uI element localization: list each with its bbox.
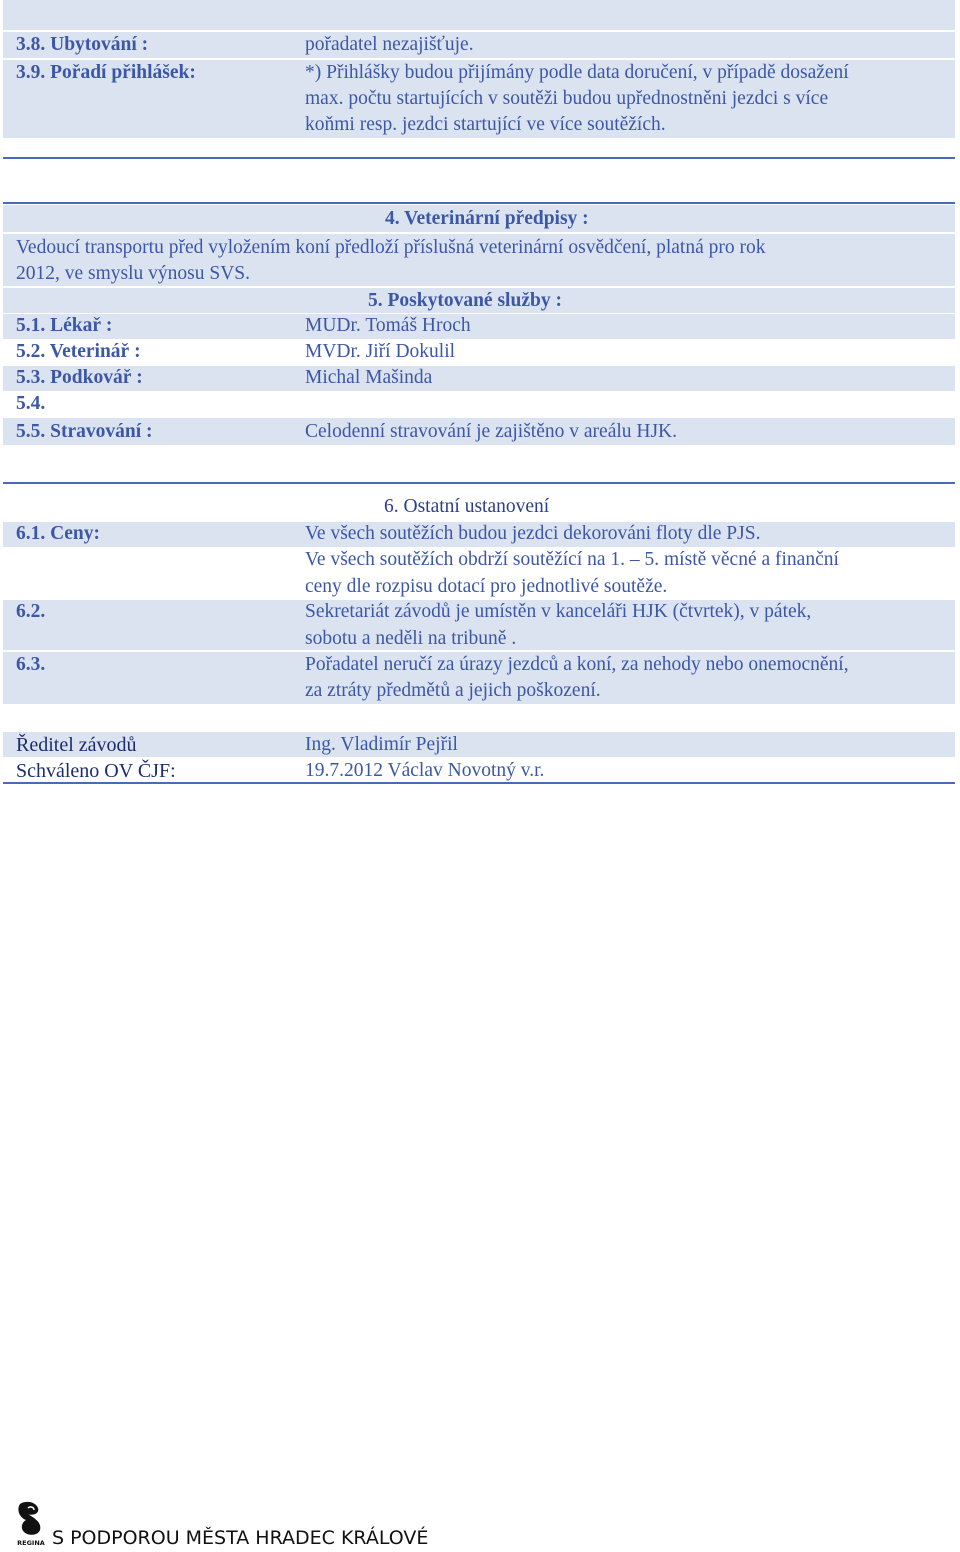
- row-5-1-value: MUDr. Tomáš Hroch: [305, 315, 471, 336]
- band-5-3: [3, 366, 955, 391]
- row-3-9-line-2: max. počtu startujících v soutěži budou upřednostněni jezdci s více: [305, 88, 829, 109]
- row-6-3-label: 6.3.: [16, 654, 46, 675]
- row-5-4-label: 5.4.: [16, 393, 46, 414]
- row-6-1-line-3: ceny dle rozpisu dotací pro jednotlivé soutěže.: [305, 576, 668, 597]
- band-director: [3, 732, 955, 757]
- section-4-line-1: Vedoucí transportu před vyložením koní předloží příslušná veterinární osvědčení, platná pro rok: [16, 237, 766, 258]
- row-6-3-line-1: Pořadatel neručí za úrazy jezdců a koní, za nehody nebo onemocnění,: [305, 654, 849, 675]
- row-5-5-value: Celodenní stravování je zajištěno v areálu HJK.: [305, 421, 678, 442]
- footer-support-text: S PODPOROU MĚSTA HRADEC KRÁLOVÉ: [52, 1527, 429, 1549]
- row-3-9-line-1: *) Přihlášky budou přijímány podle data doručení, v případě dosažení: [305, 62, 849, 83]
- director-name: Ing. Vladimír Pejřil: [305, 734, 458, 755]
- row-5-3-label: 5.3. Podkovář :: [16, 367, 143, 388]
- section-rule-1: [3, 157, 955, 159]
- section-4-heading: 4. Veterinární předpisy :: [385, 208, 589, 229]
- section-6-heading: 6. Ostatní ustanovení: [384, 496, 550, 517]
- row-6-2-label: 6.2.: [16, 601, 46, 622]
- section-4-line-2: 2012, ve smyslu výnosu SVS.: [16, 263, 251, 284]
- row-3-8-value: pořadatel nezajišťuje.: [305, 34, 474, 55]
- row-3-9-line-3: koňmi resp. jezdci startující ve více soutěžích.: [305, 114, 666, 135]
- band-5-1: [3, 314, 955, 339]
- section-rule-2: [3, 202, 955, 204]
- director-label: Ředitel závodů: [16, 734, 137, 756]
- row-5-2-value: MVDr. Jiří Dokulil: [305, 341, 456, 362]
- row-3-8-label: 3.8. Ubytování :: [16, 34, 149, 55]
- row-6-1-line-2: Ve všech soutěžích obdrží soutěžící na 1. – 5. místě věcné a finanční: [305, 549, 839, 570]
- row-6-2-line-1: Sekretariát závodů je umístěn v kanceláři HJK (čtvrtek), v pátek,: [305, 601, 812, 622]
- approved-label: Schváleno OV ČJF:: [16, 760, 176, 782]
- svg-text:REGINA: REGINA: [17, 1539, 45, 1547]
- row-6-1-line-1: Ve všech soutěžích budou jezdci dekorováni floty dle PJS.: [305, 523, 761, 544]
- row-5-2-label: 5.2. Veterinář :: [16, 341, 141, 362]
- row-5-1-label: 5.1. Lékař :: [16, 315, 113, 336]
- approved-value: 19.7.2012 Václav Novotný v.r.: [305, 760, 545, 781]
- row-3-9-label: 3.9. Pořadí přihlášek:: [16, 62, 196, 83]
- row-6-2-line-2: sobotu a neděli na tribuně .: [305, 628, 517, 649]
- section-5-heading: 5. Poskytované služby :: [368, 290, 562, 311]
- section-rule-3: [3, 482, 955, 484]
- row-5-3-value: Michal Mašinda: [305, 367, 433, 388]
- row-6-1-label: 6.1. Ceny:: [16, 523, 100, 544]
- top-band: [3, 0, 955, 30]
- row-5-5-label: 5.5. Stravování :: [16, 421, 153, 442]
- regina-logo-icon: [14, 1500, 48, 1548]
- row-6-3-line-2: za ztráty předmětů a jejich poškození.: [305, 680, 601, 701]
